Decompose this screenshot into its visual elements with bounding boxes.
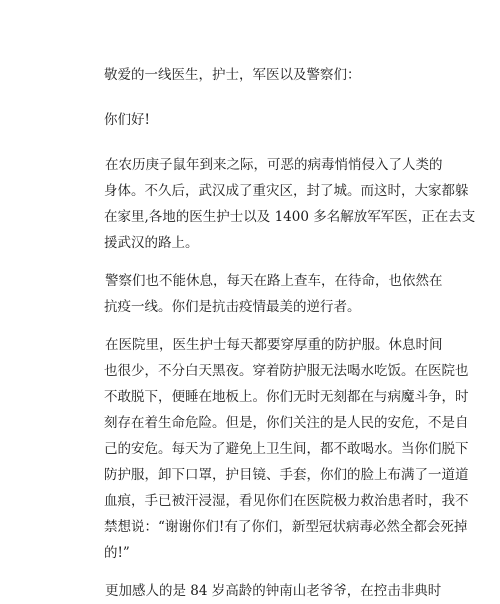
paragraph-line: 身体。不久后，武汉成了重灾区，封了城。而这时，大家都躲 xyxy=(104,183,469,199)
paragraph-line: 禁想说：“谢谢你们!有了你们，新型冠状病毒必然全都会死掉 xyxy=(104,519,468,535)
paragraph-line: 的!” xyxy=(104,545,130,561)
paragraph-line: 也很少，不分白天黑夜。穿着防护服无法喝水吃饭。在医院也 xyxy=(104,363,469,379)
paragraph-line: 血痕，手已被汗浸湿，看见你们在医院极力救治患者时，我不 xyxy=(104,493,469,509)
paragraph-4 xyxy=(104,578,442,604)
paragraph-line: 己的安危。每天为了避免上卫生间，都不敢喝水。当你们脱下 xyxy=(104,441,469,457)
paragraph-1 xyxy=(104,152,476,256)
greeting-line: 你们好! xyxy=(104,112,150,128)
letter-body xyxy=(104,62,476,604)
greeting xyxy=(104,107,434,133)
paragraph-line: 防护服，卸下口罩，护目镜、手套，你们的脸上布满了一道道 xyxy=(104,467,469,483)
paragraph-line: 抗疫一线。你们是抗击疫情最美的逆行者。 xyxy=(104,299,361,315)
paragraph-line: 在医院里，医生护士每天都要穿厚重的防护服。休息时间 xyxy=(105,337,443,353)
paragraph-line: 更加感人的是 84 岁高龄的钟南山老爷爷，在控击非典时 xyxy=(105,583,442,599)
paragraph-line: 援武汉的路上。 xyxy=(104,235,199,251)
paragraph-3 xyxy=(104,332,469,566)
paragraph-line: 在家里,各地的医生护士以及 1400 多名解放军军医，正在去支 xyxy=(104,209,476,225)
paragraph-line: 警察们也不能休息，每天在路上查车，在待命，也依然在 xyxy=(105,273,443,289)
paragraph-line: 在农历庚子鼠年到来之际，可恶的病毒悄悄侵入了人类的 xyxy=(105,157,443,173)
paragraph-line: 不敢脱下，便睡在地板上。你们无时无刻都在与病魔斗争，时 xyxy=(104,389,469,405)
salutation-line: 敬爱的一线医生，护士，军医以及警察们： xyxy=(104,67,361,83)
paragraph-2 xyxy=(104,268,443,320)
paragraph-line: 刻存在着生命危险。但是，你们关注的是人民的安危，不是自 xyxy=(104,415,469,431)
salutation xyxy=(104,62,434,88)
